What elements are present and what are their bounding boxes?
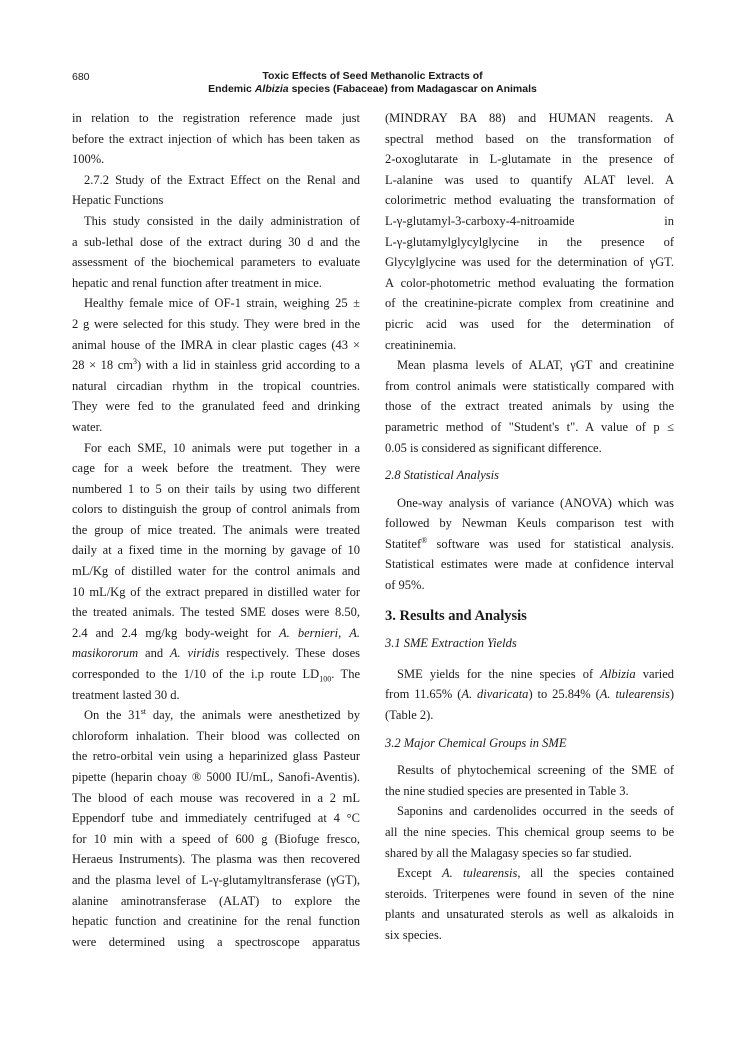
left-column xyxy=(72,108,360,952)
page-number: 680 xyxy=(72,71,90,83)
paragraph: in relation to the registration reference made just before the extract injection of which has been taken as 100%. xyxy=(72,111,360,167)
section-heading-3-1: 3.1 SME Extraction Yields xyxy=(385,636,517,651)
paragraph: Healthy female mice of OF-1 strain, weighing 25 ± 2 g were selected for this study. They were bred in the animal house of the IMRA in clear plastic cages (43 × 28 × 18 $cm^3$) with a lid in stainless grid according to a natural circadian rhythm in the tropical countries. They were fed to the granulated feed and drinking water. xyxy=(72,296,360,434)
paragraph: Except A. tulearensis, all the species contained steroids. Triterpenes were found in seven of the nine plants and unsaturated sterols as well as alkaloids in six species. xyxy=(385,866,674,942)
running-title-line1: Toxic Effects of Seed Methanolic Extracts of xyxy=(262,70,483,82)
paragraph: SME yields for the nine species of Albizia varied from 11.65% (A. divaricata) to 25.84% (A. tulearensis) (Table 2). xyxy=(385,666,674,723)
running-title-line2: Endemic Albizia species (Fabaceae) from Madagascar on Animals xyxy=(208,83,537,95)
section-heading-2-7-2: 2.7.2 Study of the Extract Effect on the Renal and Hepatic Functions xyxy=(72,172,360,208)
paragraph: Saponins and cardenolides occurred in the seeds of all the nine species. This chemical group seems to be shared by all the Malagasy species so far studied. xyxy=(385,804,674,860)
paragraph: (MINDRAY BA 88) and HUMAN reagents. A spectral method based on the transformation of 2-oxoglutarate in L-glutamate in the presence of L-alanine was used to quantify ALAT level. A colorimetric method evaluating the transformation of L-γ-glutamyl-3-carboxy-4-nitroamide in L-γ-glutamylglycylglycine in the presence of Glycylglycine was used for the determination of γGT. A color-photometric method evaluating the formation of the creatinine-picrate complex from creatinine and picric acid was used for the determination of creatininemia. xyxy=(385,111,674,352)
paragraph: For each SME, 10 animals were put together in a cage for a week before the treatment. They were numbered 1 to 5 on their tails by using two different colors to distinguish the group of control animals from the group of mice treated. The animals were treated daily at a fixed time in the morning by gavage of 10 mL/Kg of distilled water for the control animals and 10 mL/Kg of the extract prepared in distilled water for the treated animals. The tested SME doses were 8.50, 2.4 and 2.4 mg/kg body-weight for A. bernieri, A. masikororum and A. viridis respectively. These doses corresponded to the 1/10 of the i.p route $LD_{100}$. The treatment lasted 30 d. xyxy=(72,440,360,702)
paragraph: This study consisted in the daily administration of a sub-lethal dose of the extract during 30 d and the assessment of the biochemical parameters to evaluate hepatic and renal function after treatment in mice. xyxy=(72,213,360,290)
right-column xyxy=(385,108,674,946)
section-heading-3-2: 3.2 Major Chemical Groups in SME xyxy=(385,735,567,750)
section-heading-2-8: 2.8 Statistical Analysis xyxy=(385,468,500,483)
section-heading-3: 3. Results and Analysis xyxy=(385,607,527,624)
paragraph: One-way analysis of variance (ANOVA) which was followed by Newman Keuls comparison test with Statitef® software was used for statistical analysis. Statistical estimates were made at confidence interval of 95%. xyxy=(385,495,674,593)
paragraph: On the 31st day, the animals were anesthetized by chloroform inhalation. Their blood was collected on the retro-orbital vein using a heparinized glass Pasteur pipette (heparin choay ® 5000 IU/mL, Sanofi-Aventis). The blood of each mouse was recovered in a 2 mL Eppendorf tube and immediately centrifuged at 4 °C for 10 min with a speed of 600 g (Biofuge fresco, Heraeus Instruments). The plasma was then recovered and the plasma level of L-γ-glutamyltransferase (γGT), alanine aminotransferase (ALAT) to explore the hepatic function and creatinine for the renal function were determined using a spectroscope apparatus xyxy=(72,707,360,949)
paragraph: Results of phytochemical screening of the SME of the nine studied species are presented in Table 3. xyxy=(385,763,674,798)
paragraph: Mean plasma levels of ALAT, γGT and creatinine from control animals were statistically compared with those of the extract treated animals by using the parametric method of "Student's t". A value of p ≤ 0.05 is considered as significant difference. xyxy=(385,358,674,455)
